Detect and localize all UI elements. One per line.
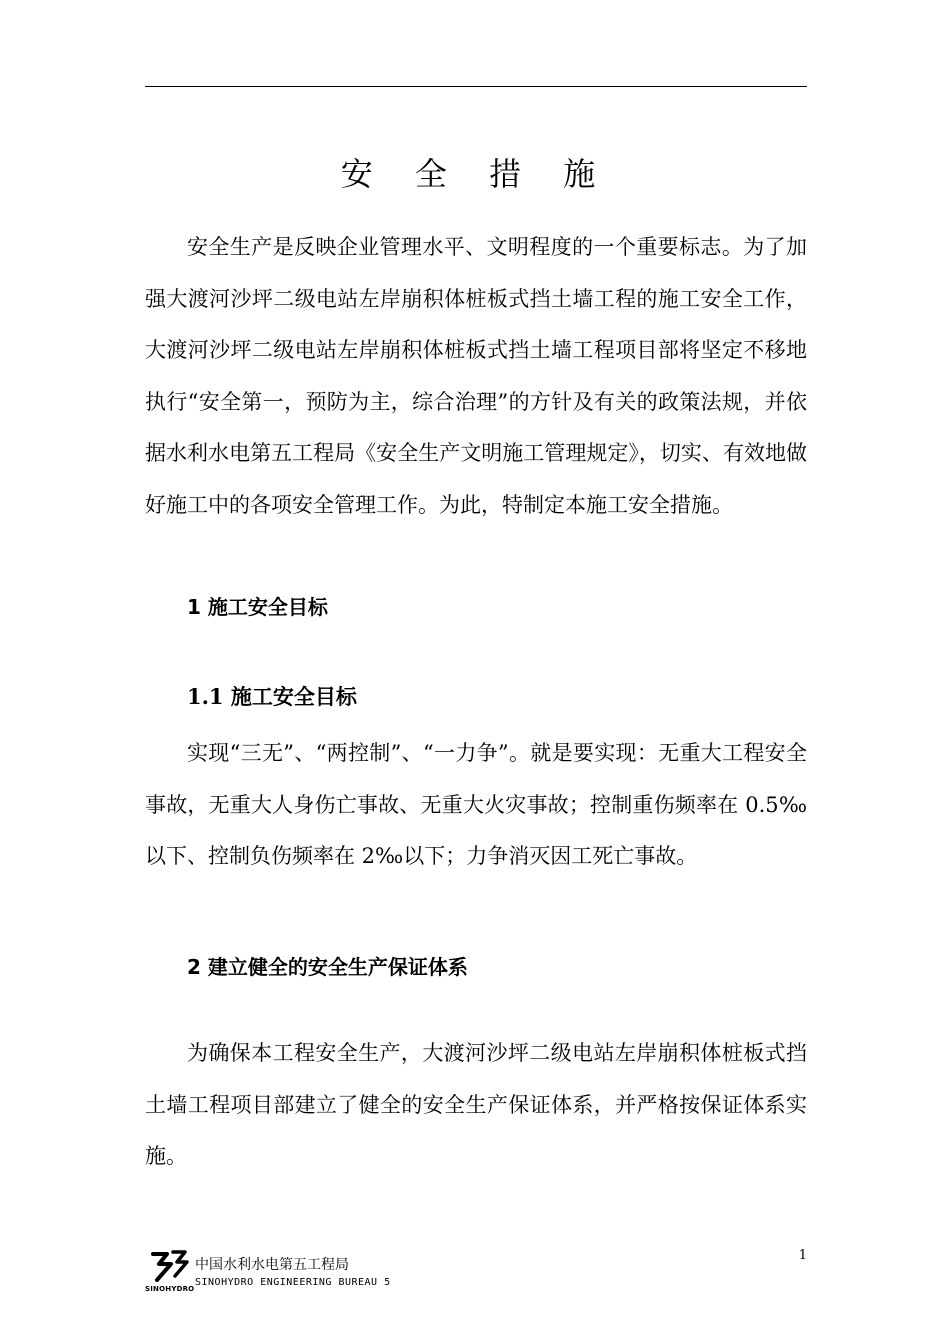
- section-1-heading: 1 施工安全目标: [187, 595, 328, 619]
- sinohydro-logo-icon: [145, 1248, 193, 1284]
- header-rule: [145, 86, 807, 87]
- intro-paragraph: 安全生产是反映企业管理水平、文明程度的一个重要标志。为了加强大渡河沙坪二级电站左岸崩积体桩板式挡土墙工程的施工安全工作，大渡河沙坪二级电站左岸崩积体桩板式挡土墙工程项目部将坚定不移地执行“安全第一，预防为主，综合治理”的方针及有关的政策法规，并依据水利水电第五工程局《安全生产文明施工管理规定》，切实、有效地做好施工中的各项安全管理工作。为此，特制定本施工安全措施。: [145, 235, 807, 517]
- page-footer: [145, 1248, 807, 1298]
- section-2-heading: 2 建立健全的安全生产保证体系: [187, 955, 468, 979]
- section-2-body: 为确保本工程安全生产，大渡河沙坪二级电站左岸崩积体桩板式挡土墙工程项目部建立了健全的安全生产保证体系，并严格按保证体系实施。: [145, 1041, 807, 1168]
- section-1-1-heading: 1.1 施工安全目标: [187, 684, 357, 709]
- footer-organization-english: SINOHYDRO ENGINEERING BUREAU 5: [195, 1277, 391, 1288]
- sinohydro-logo: [145, 1248, 193, 1294]
- footer-organization-chinese: 中国水利水电第五工程局: [195, 1257, 349, 1273]
- document-title: 安 全 措 施: [340, 155, 612, 193]
- page-number: 1: [798, 1248, 807, 1263]
- section-1-1-body: 实现“三无”、“两控制”、“一力争”。就是要实现：无重大工程安全事故，无重大人身伤亡事故、无重大火灾事故；控制重伤频率在 0.5‰以下、控制负伤频率在 2‰以下；力争消灭因工死亡事故。: [145, 741, 807, 868]
- logo-wordmark: SINOHYDRO: [145, 1285, 195, 1293]
